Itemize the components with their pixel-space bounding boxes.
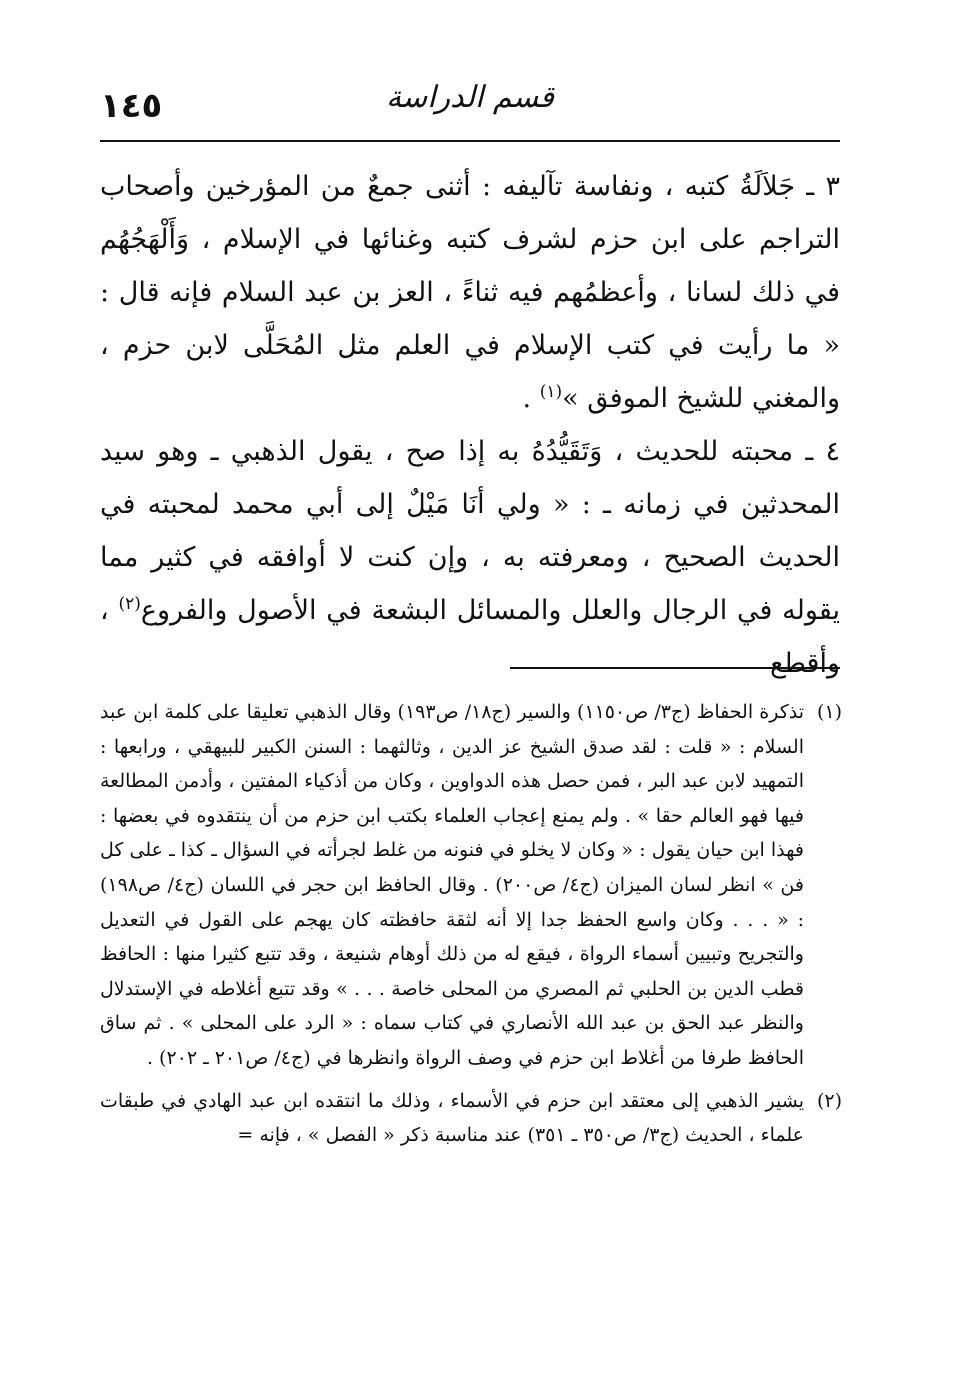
page-number: ١٤٥ <box>100 86 163 126</box>
header-rule <box>100 140 840 142</box>
footnote-1 <box>100 695 842 1076</box>
footnote-text: يشير الذهبي إلى معتقد ابن حزم في الأسماء ، وذلك ما انتقده ابن عبد الهادي في طبقات علماء ، الحديث (ج٣/ ص٣٥٠ ـ ٣٥١) عند مناسبة ذكر « الفصل » ، فإنه = <box>100 1089 804 1147</box>
footnote-number: (٢) <box>816 1089 842 1112</box>
footnotes <box>100 695 842 1161</box>
footnote-separator <box>510 667 840 669</box>
footnote-text: تذكرة الحفاظ (ج٣/ ص١١٥٠) والسير (ج١٨/ ص١٩٣) وقال الذهبي تعليقا على كلمة ابن عبد السلام : « قلت : لقد صدق الشيخ عز الدين ، وثالثهما : السنن الكبير للبيهقي ، ورابعها : التمهيد لابن عبد البر ، فمن حصل هذه الدواوين ، وكان من أذكياء المفتين ، وأدمن المطالعة فيها فهو العالم حقا » . ولم يمنع إعجاب العلماء بكتب ابن حزم من أن ينتقدوه في بعضها : فهذا ابن حيان يقول : « وكان لا يخلو في فنونه من غلط لجرأته في السؤال ـ كذا ـ على كل فن » انظر لسان الميزان (ج٤/ ص٢٠٠) . وقال الحافظ ابن حجر في اللسان (ج٤/ ص١٩٨) : « . . . وكان واسع الحفظ جدا إلا أنه لثقة حافظته كان يهجم على القول في التعديل والتجريح وتبيين أسماء الرواة ، فيقع له من ذلك أوهام شنيعة ، وقد تتبع كثيرا منها : الحافظ قطب الدين بن الحلبي ثم المصري من المحلى خاصة . . . » وقد تتبع أغلاطه في الإستدلال والنظر عبد الحق بن عبد الله الأنصاري في كتاب سماه : « الرد على المحلى » . ثم ساق الحافظ طرفا من أغلاط ابن حزم في وصف الرواة وانظرها في (ج٤/ ص٢٠١ ـ ٢٠٢) . <box>100 701 804 1069</box>
footnote-marker-1: (١) <box>539 382 563 402</box>
paragraph-1-text: ٣ ـ جَلاَلَةُ كتبه ، ونفاسة تآليفه : أثنى جمعٌ من المؤرخين وأصحاب التراجم على ابن حزم لشرف كتبه وغنائها في الإسلام ، وَأَلْهَجُهُم في ذلك لسانا ، وأعظمُهم فيه ثناءً ، العز بن عبد السلام فإنه قال : « ما رأيت في كتب الإسلام في العلم مثل المُحَلَّى لابن حزم ، والمغني للشيخ الموفق » <box>100 171 840 414</box>
main-text <box>100 160 840 690</box>
paragraph-2-end: ، وأقطع <box>100 595 840 679</box>
footnote-2 <box>100 1084 842 1153</box>
paragraph-2-text: ٤ ـ محبته للحديث ، وَتَقَيُّدُهُ به إذا صح ، يقول الذهبي ـ وهو سيد المحدثين في زمانه ـ : « ولي أنَا مَيْلٌ إلى أبي محمد لمحبته في الحديث الصحيح ، ومعرفته به ، وإن كنت لا أوافقه في كثير مما يقوله في الرجال والعلل والمسائل البشعة في الأصول والفروع <box>100 436 840 626</box>
page-header <box>100 80 840 136</box>
footnote-marker-2: (٢) <box>118 594 141 614</box>
paragraph-jalalat-kutubih <box>100 160 840 425</box>
running-head: قسم الدراسة <box>386 80 554 115</box>
paragraph-1-end: . <box>522 383 540 414</box>
paragraph-mahabbatuh-lil-hadith <box>100 425 840 690</box>
footnote-number: (١) <box>816 701 842 723</box>
